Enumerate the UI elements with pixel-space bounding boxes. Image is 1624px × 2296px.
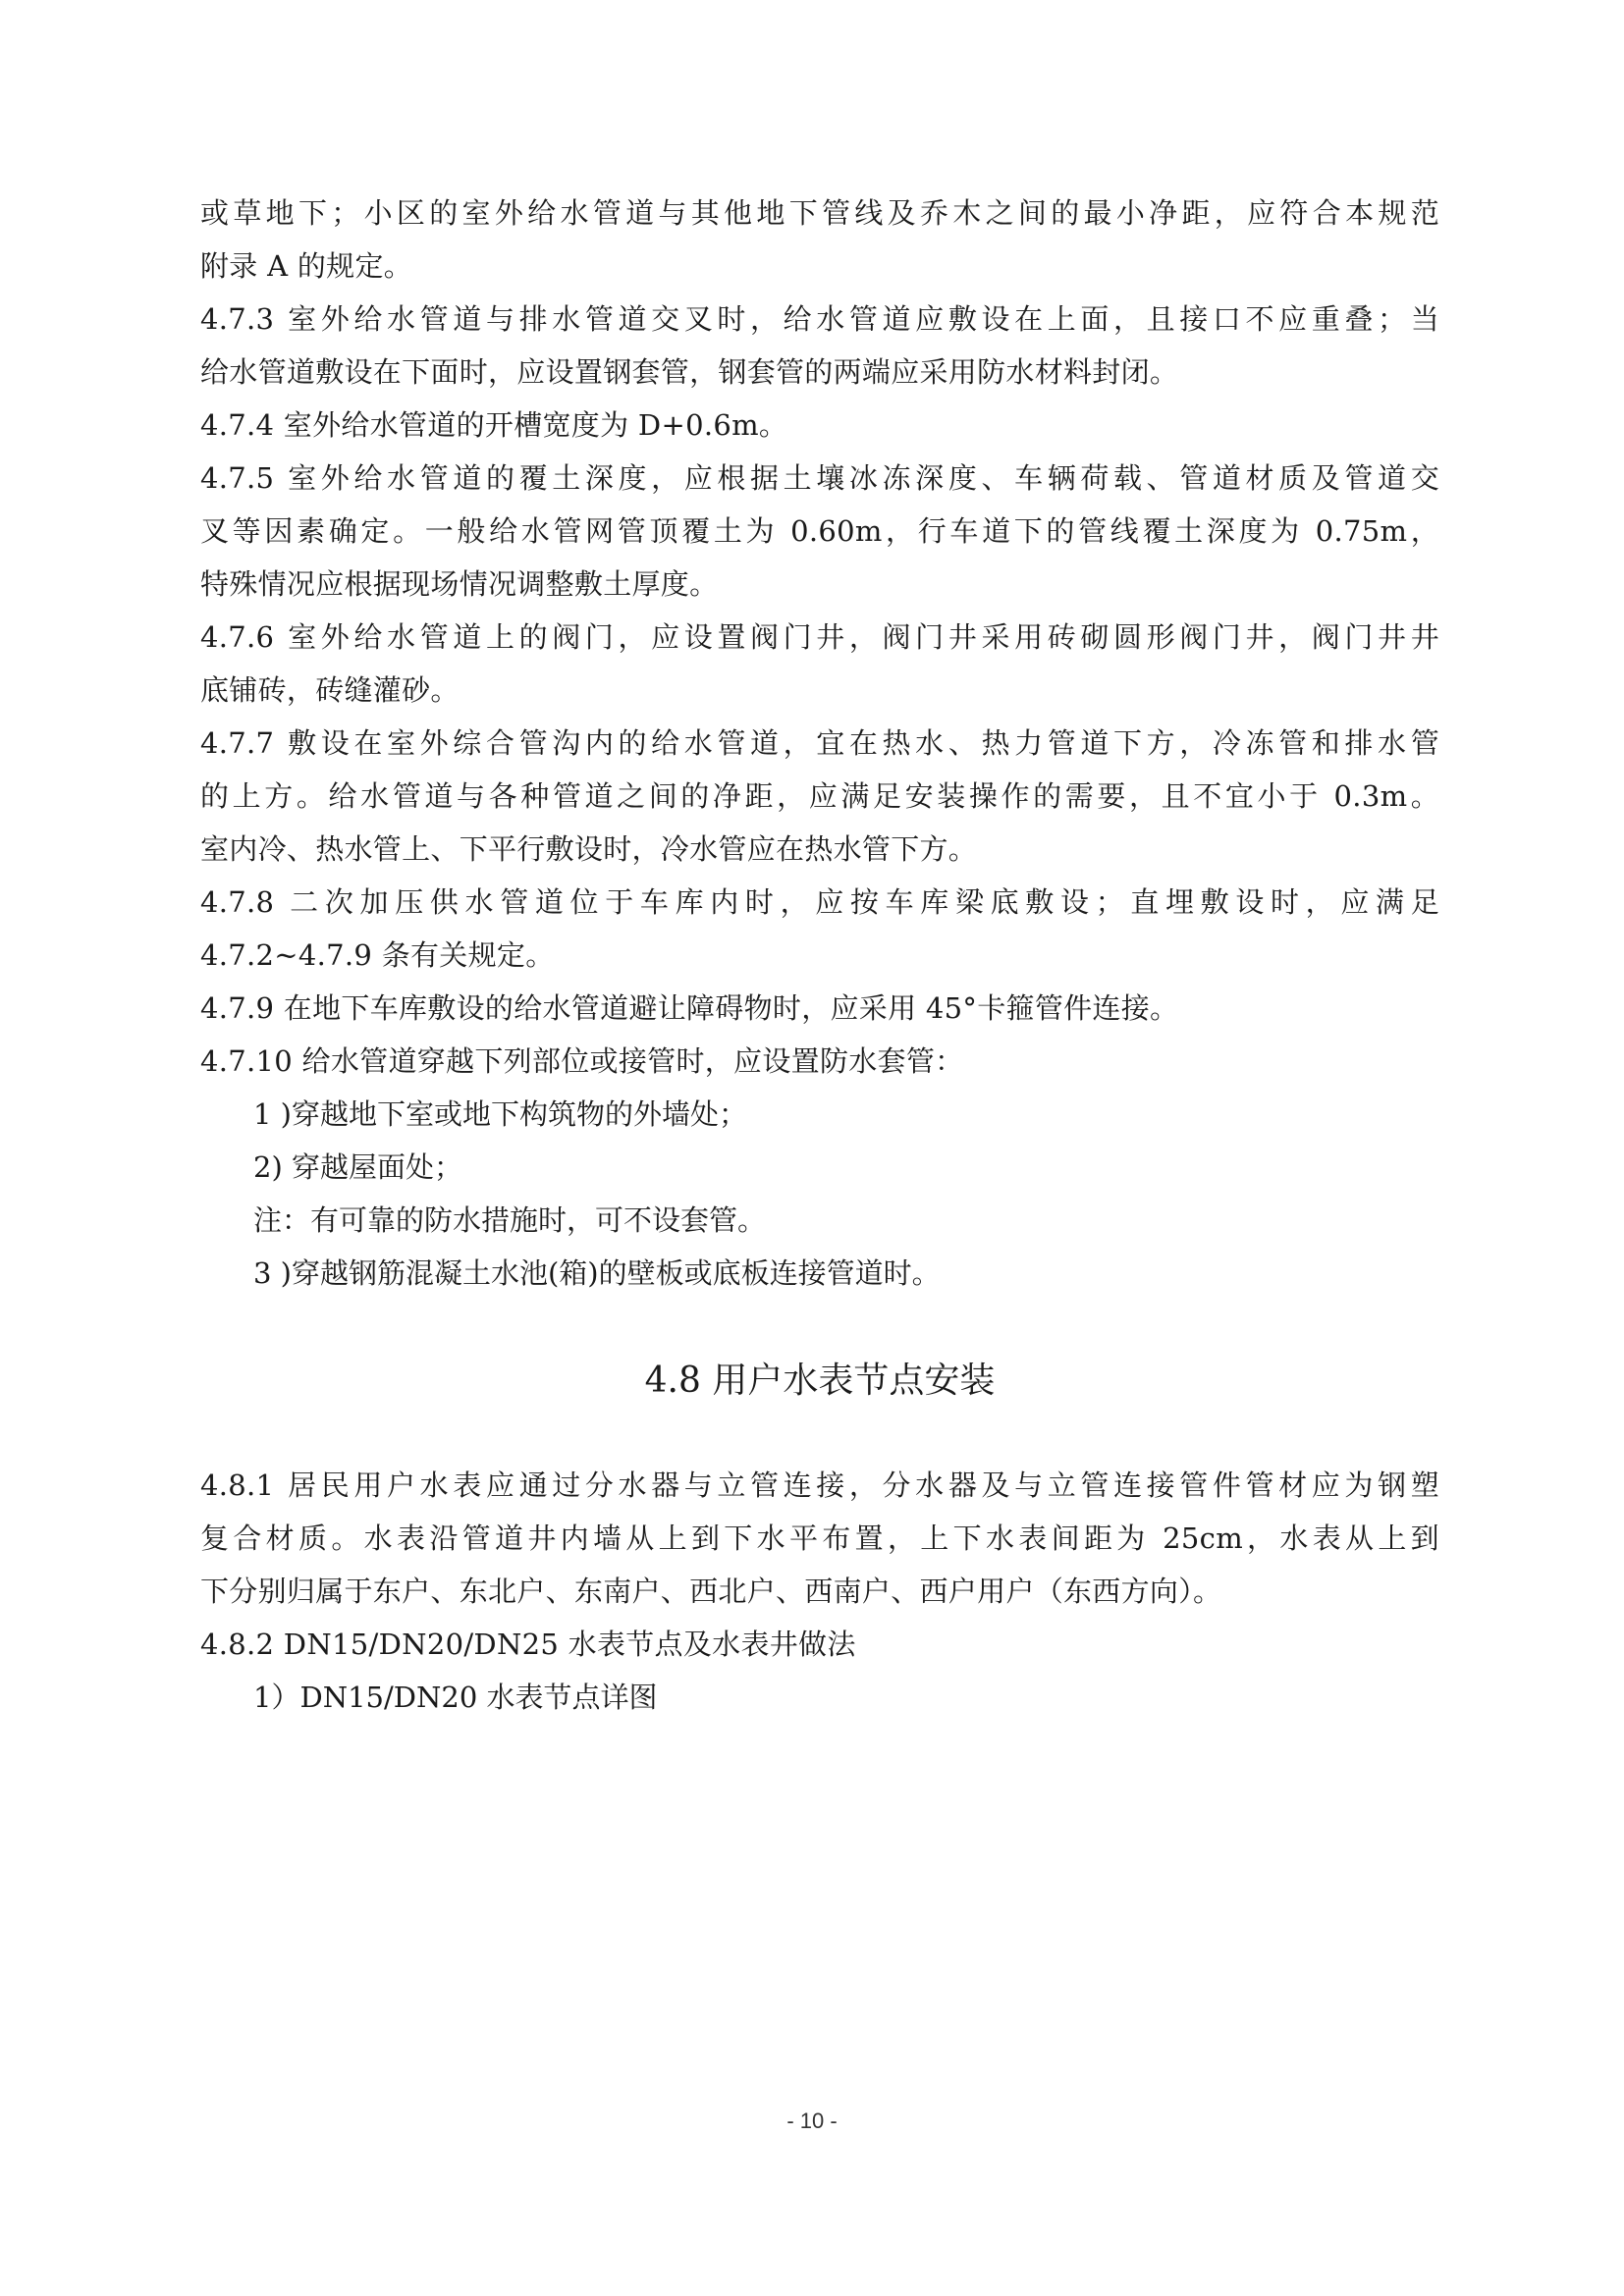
- paragraph-4-8-1: [200, 1459, 1439, 1618]
- paragraph-line: 4.7.3 室外给水管道与排水管道交叉时，给水管道应敷设在上面，且接口不应重叠；当: [200, 302, 1439, 336]
- paragraph-4-7-7: [200, 717, 1439, 876]
- paragraph-line: 室内冷、热水管上、下平行敷设时，冷水管应在热水管下方。: [200, 832, 978, 866]
- paragraph-line: 4.7.10 给水管道穿越下列部位或接管时，应设置防水套管：: [200, 1044, 964, 1078]
- paragraph-4-7-6: [200, 611, 1439, 717]
- list-4-7-10: [200, 1088, 1439, 1300]
- paragraph-line: 4.8.2 DN15/DN20/DN25 水表节点及水表井做法: [200, 1628, 856, 1661]
- section-heading-4-8: 4.8 用户水表节点安装: [644, 1361, 996, 1401]
- paragraph-line: 4.8.1 居民用户水表应通过分水器与立管连接，分水器及与立管连接管件管材应为钢塑: [200, 1468, 1439, 1502]
- paragraph-line: 4.7.7 敷设在室外综合管沟内的给水管道，宜在热水、热力管道下方，冷冻管和排水管: [200, 726, 1439, 760]
- paragraph-line: 复合材质。水表沿管道井内墙从上到下水平布置，上下水表间距为 25cm，水表从上到: [200, 1522, 1439, 1555]
- paragraph-4-8-2: [200, 1618, 1439, 1671]
- paragraph-line: 4.7.2~4.7.9 条有关规定。: [200, 938, 555, 972]
- paragraph-line: 特殊情况应根据现场情况调整敷土厚度。: [200, 567, 719, 601]
- paragraph-line: 给水管道敷设在下面时，应设置钢套管，钢套管的两端应采用防水材料封闭。: [200, 355, 1179, 389]
- list-item: 2) 穿越屋面处；: [253, 1150, 462, 1184]
- paragraph-line: 4.7.6 室外给水管道上的阀门，应设置阀门井，阀门井采用砖砌圆形阀门井，阀门井井: [200, 620, 1439, 654]
- paragraph-line: 叉等因素确定。一般给水管网管顶覆土为 0.60m，行车道下的管线覆土深度为 0.75m，: [200, 514, 1439, 548]
- page-content: [200, 187, 1439, 1724]
- paragraph-intro: [200, 187, 1439, 293]
- list-4-8-2: [200, 1671, 1439, 1724]
- list-item: 1）DN15/DN20 水表节点详图: [253, 1681, 658, 1714]
- paragraph-line: 4.7.5 室外给水管道的覆土深度，应根据土壤冰冻深度、车辆荷载、管道材质及管道交: [200, 461, 1439, 495]
- paragraph-4-7-4: [200, 399, 1439, 452]
- paragraph-4-7-3: [200, 293, 1439, 399]
- list-item: 3 )穿越钢筋混凝土水池(箱)的壁板或底板连接管道时。: [253, 1256, 941, 1290]
- paragraph-4-7-9: [200, 982, 1439, 1035]
- paragraph-4-7-5: [200, 452, 1439, 611]
- list-item: 1 )穿越地下室或地下构筑物的外墙处；: [253, 1097, 747, 1131]
- paragraph-4-7-10: [200, 1035, 1439, 1088]
- paragraph-line: 底铺砖，砖缝灌砂。: [200, 673, 460, 707]
- paragraph-line: 下分别归属于东户、东北户、东南户、西北户、西南户、西户用户（东西方向）。: [200, 1575, 1222, 1608]
- paragraph-line: 4.7.4 室外给水管道的开槽宽度为 D+0.6m。: [200, 408, 788, 442]
- page-number: - 10 -: [786, 2109, 838, 2133]
- paragraph-4-7-8: [200, 876, 1439, 982]
- paragraph-line: 4.7.8 二次加压供水管道位于车库内时，应按车库梁底敷设；直埋敷设时，应满足: [200, 885, 1439, 919]
- paragraph-line: 或草地下；小区的室外给水管道与其他地下管线及乔木之间的最小净距，应符合本规范: [200, 196, 1439, 230]
- paragraph-line: 的上方。给水管道与各种管道之间的净距，应满足安装操作的需要，且不宜小于 0.3m。: [200, 779, 1439, 813]
- paragraph-line: 附录 A 的规定。: [200, 249, 413, 283]
- list-note: 注：有可靠的防水措施时，可不设套管。: [253, 1203, 767, 1237]
- paragraph-line: 4.7.9 在地下车库敷设的给水管道避让障碍物时，应采用 45°卡箍管件连接。: [200, 991, 1179, 1025]
